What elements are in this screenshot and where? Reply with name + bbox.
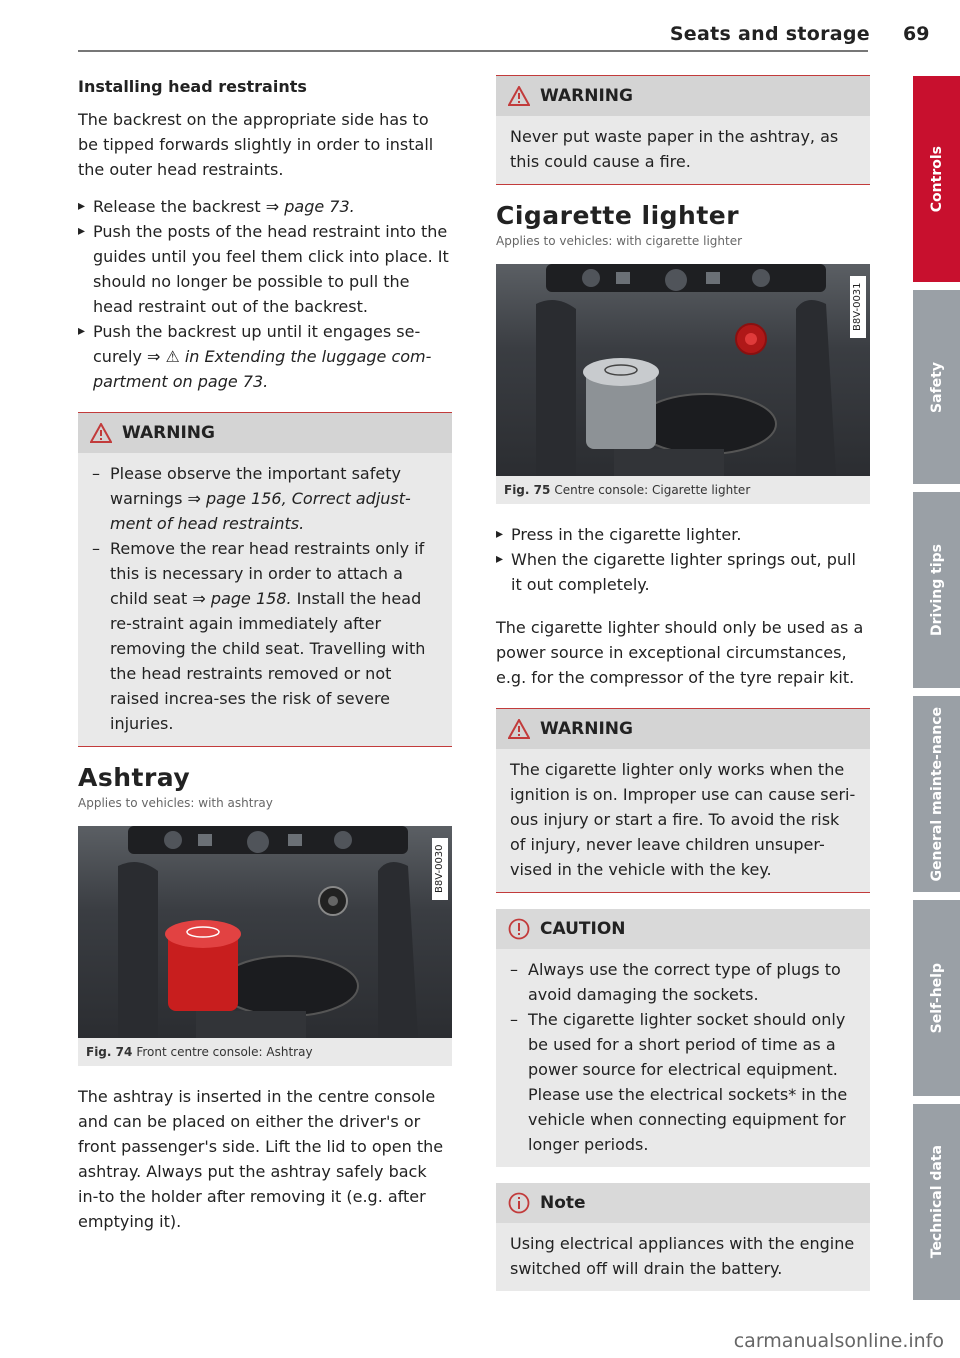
footer-watermark: carmanualsonline.info	[733, 1330, 944, 1352]
install-heading: Installing head restraints	[78, 77, 307, 96]
note-text: Using electrical appliances with the engine switched off will drain the battery.	[510, 1234, 855, 1278]
tab-technical-data[interactable]: Technical data	[913, 1104, 960, 1300]
warning-text: The cigarette lighter only works when the ignition is on. Improper use can cause seri-ous injury or start a fire. To avoid the risk of injury, never leave children unsuper-vised in the vehicle with the key.	[510, 760, 856, 879]
tab-safety[interactable]: Safety	[913, 290, 960, 484]
lighter-text: The cigarette lighter should only be used as a power source in exceptional circumstances, e.g. for the compressor of the tyre repair kit.	[496, 618, 864, 687]
page-reference-link[interactable]: ⇒ page 73.	[265, 197, 355, 216]
page-reference-link[interactable]: ⇒ page 156, Correct adjust-ment of head restraints.	[110, 489, 411, 533]
warning-triangle-icon	[508, 86, 530, 106]
lighter-photo	[496, 264, 870, 476]
install-step-1: ▸ Release the backrest ⇒ page 73.	[78, 194, 452, 219]
figure-75	[496, 264, 870, 504]
install-step-2: ▸ Push the posts of the head restraint into the guides until you feel them click into place. It should no longer be possible to pull the head restraint out of the backrest.	[78, 219, 452, 319]
header-rule	[78, 50, 868, 52]
lighter-step-2: ▸ When the cigarette lighter springs out, pull it out completely.	[496, 547, 870, 597]
lighter-applies: Applies to vehicles: with cigarette lighter	[496, 234, 743, 248]
note-box	[496, 1183, 870, 1291]
caution-item-2: – The cigarette lighter socket should only be used for a short period of time as a power source for electrical equipment. Please use the electrical sockets* in the vehicle when connecting equipment for longer periods.	[510, 1007, 858, 1157]
lighter-steps	[496, 522, 870, 597]
tab-self-help[interactable]: Self-help	[913, 900, 960, 1096]
warning-header	[496, 709, 870, 749]
warning-label: WARNING	[540, 719, 633, 739]
figure-code: B8V-0031	[850, 276, 866, 338]
caution-item-1: – Always use the correct type of plugs to avoid damaging the sockets.	[510, 957, 858, 1007]
caution-exclamation-icon	[508, 918, 530, 940]
figure-75-caption: Fig. 75 Centre console: Cigarette lighter	[496, 476, 870, 504]
ashtray-applies: Applies to vehicles: with ashtray	[78, 796, 273, 810]
warning-item-1: – Please observe the important safety warnings ⇒ page 156, Correct adjust-ment of head restraints.	[92, 461, 440, 536]
tab-driving-tips[interactable]: Driving tips	[913, 492, 960, 688]
lighter-step-1: ▸ Press in the cigarette lighter.	[496, 522, 870, 547]
install-intro: The backrest on the appropriate side has to be tipped forwards slightly in order to install the outer head restraints.	[78, 110, 434, 179]
info-icon	[508, 1192, 530, 1214]
install-step-3: ▸ Push the backrest up until it engages se-curely ⇒ ⚠ in Extending the luggage com-partment on page 73.	[78, 319, 452, 394]
warning-triangle-icon	[90, 423, 112, 443]
install-steps	[78, 194, 452, 394]
note-label: Note	[540, 1193, 586, 1213]
lighter-title: Cigarette lighter	[496, 201, 740, 230]
figure-code: B8V-0030	[432, 838, 448, 900]
caution-header	[496, 909, 870, 949]
warning-triangle-icon	[508, 719, 530, 739]
warning-box-head-restraints	[78, 412, 452, 747]
figure-74-caption: Fig. 74 Front centre console: Ashtray	[78, 1038, 452, 1066]
warning-label: WARNING	[122, 423, 215, 443]
running-header-title: Seats and storage	[669, 23, 870, 45]
page-reference-link[interactable]: ⇒ page 158.	[192, 589, 292, 608]
warning-text: Never put waste paper in the ashtray, as this could cause a fire.	[510, 127, 839, 171]
warning-box-ashtray	[496, 75, 870, 185]
ashtray-console-illustration	[78, 826, 452, 1038]
warning-box-lighter	[496, 708, 870, 893]
page-number: 69	[903, 23, 930, 45]
tab-controls[interactable]: Controls	[913, 76, 960, 282]
ashtray-title: Ashtray	[78, 763, 191, 792]
tab-general-maintenance[interactable]: General mainte-nance	[913, 696, 960, 892]
chapter-tabs	[913, 76, 960, 1308]
warning-header	[78, 413, 452, 453]
warning-header	[496, 76, 870, 116]
warning-label: WARNING	[540, 86, 633, 106]
left-column	[78, 75, 452, 1234]
ashtray-photo	[78, 826, 452, 1038]
page-reference-link[interactable]: ⇒ ⚠ in Extending the luggage com-partment on page 73.	[93, 347, 432, 391]
right-column	[496, 75, 870, 1307]
warning-item-2: – Remove the rear head restraints only if this is necessary in order to attach a child seat ⇒ page 158. Install the head re-straint again immediately after removing the child seat. Travelling with the head restraints removed or not raised increa-ses the risk of severe injuries.	[92, 536, 440, 736]
lighter-console-illustration	[496, 264, 870, 476]
caution-box	[496, 909, 870, 1167]
note-header	[496, 1183, 870, 1223]
caution-label: CAUTION	[540, 919, 626, 939]
figure-74	[78, 826, 452, 1066]
ashtray-text: The ashtray is inserted in the centre console and can be placed on either the driver's or front passenger's side. Lift the lid to open the ashtray. Always put the ashtray safely back in-to the holder after removing it (e.g. after emptying it).	[78, 1087, 444, 1231]
